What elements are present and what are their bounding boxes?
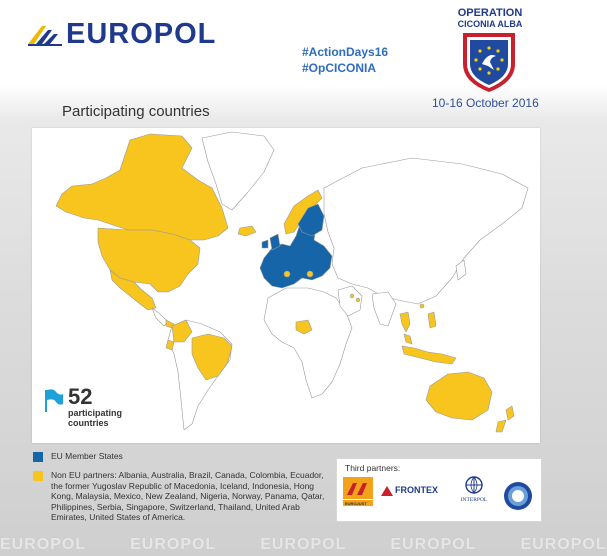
hashtag-actiondays: #ActionDays16 xyxy=(302,45,389,59)
interpol-logo xyxy=(457,475,491,503)
asia-region xyxy=(324,158,528,304)
participating-label: participating countries xyxy=(68,408,123,428)
eurojust-logo xyxy=(343,477,373,512)
frontex-mark-icon xyxy=(381,486,393,496)
operation-label: OPERATION xyxy=(457,7,523,19)
third-partners-box xyxy=(336,458,542,522)
hashtags xyxy=(302,44,388,76)
world-map xyxy=(32,128,540,443)
operation-title xyxy=(440,8,540,30)
eu-swatch xyxy=(33,452,43,462)
interpol-globe-icon xyxy=(464,475,484,497)
participating-count: 52 xyxy=(68,384,93,409)
australia-region xyxy=(426,372,492,420)
new-zealand-region xyxy=(506,406,514,420)
partner-seal-logo xyxy=(503,481,533,516)
legend-eu xyxy=(33,451,123,462)
frontex-label: FRONTEX xyxy=(395,485,439,495)
hashtag-opciconia: #OpCICONIA xyxy=(302,61,377,75)
legend-non-eu-label: Non EU partners: Albania, Australia, Brazil, Canada, Colombia, Ecuador, the former Yugoslav Republic of Macedonia, Iceland, Indonesia, Hong Kong, Malaysia, Mexico, New Zealand, Nigeria, Norway, Panama, Qatar, Philippines, Serbia, Singapore, Switzerland, Thailand, United Arab Emirates, United States of America. xyxy=(51,470,325,522)
flag-icon xyxy=(44,388,64,414)
thailand-region xyxy=(400,312,410,332)
legend-non-eu xyxy=(33,470,333,523)
partners-title: Third partners: xyxy=(345,463,401,473)
interpol-label: INTERPOL xyxy=(460,497,488,503)
operation-dates: 10-16 October 2016 xyxy=(432,96,539,110)
indonesia-region xyxy=(402,346,456,364)
europol-logo xyxy=(28,20,216,49)
non-eu-swatch xyxy=(33,471,43,481)
africa-region xyxy=(264,288,352,398)
seal-icon xyxy=(503,481,533,511)
canada-region xyxy=(56,134,228,240)
eurojust-label: EUROJUST xyxy=(345,501,367,506)
europol-emblem-icon xyxy=(28,24,62,46)
operation-name: CICONIA ALBA xyxy=(457,19,523,29)
footer-watermark: EUROPOL EUROPOL EUROPOL EUROPOL EUROPOL xyxy=(0,536,607,553)
legend-eu-label: EU Member States xyxy=(51,451,123,461)
operation-shield-icon xyxy=(460,30,518,94)
map-title: Participating countries xyxy=(62,103,210,120)
logo-text: EUROPOL xyxy=(66,18,217,50)
